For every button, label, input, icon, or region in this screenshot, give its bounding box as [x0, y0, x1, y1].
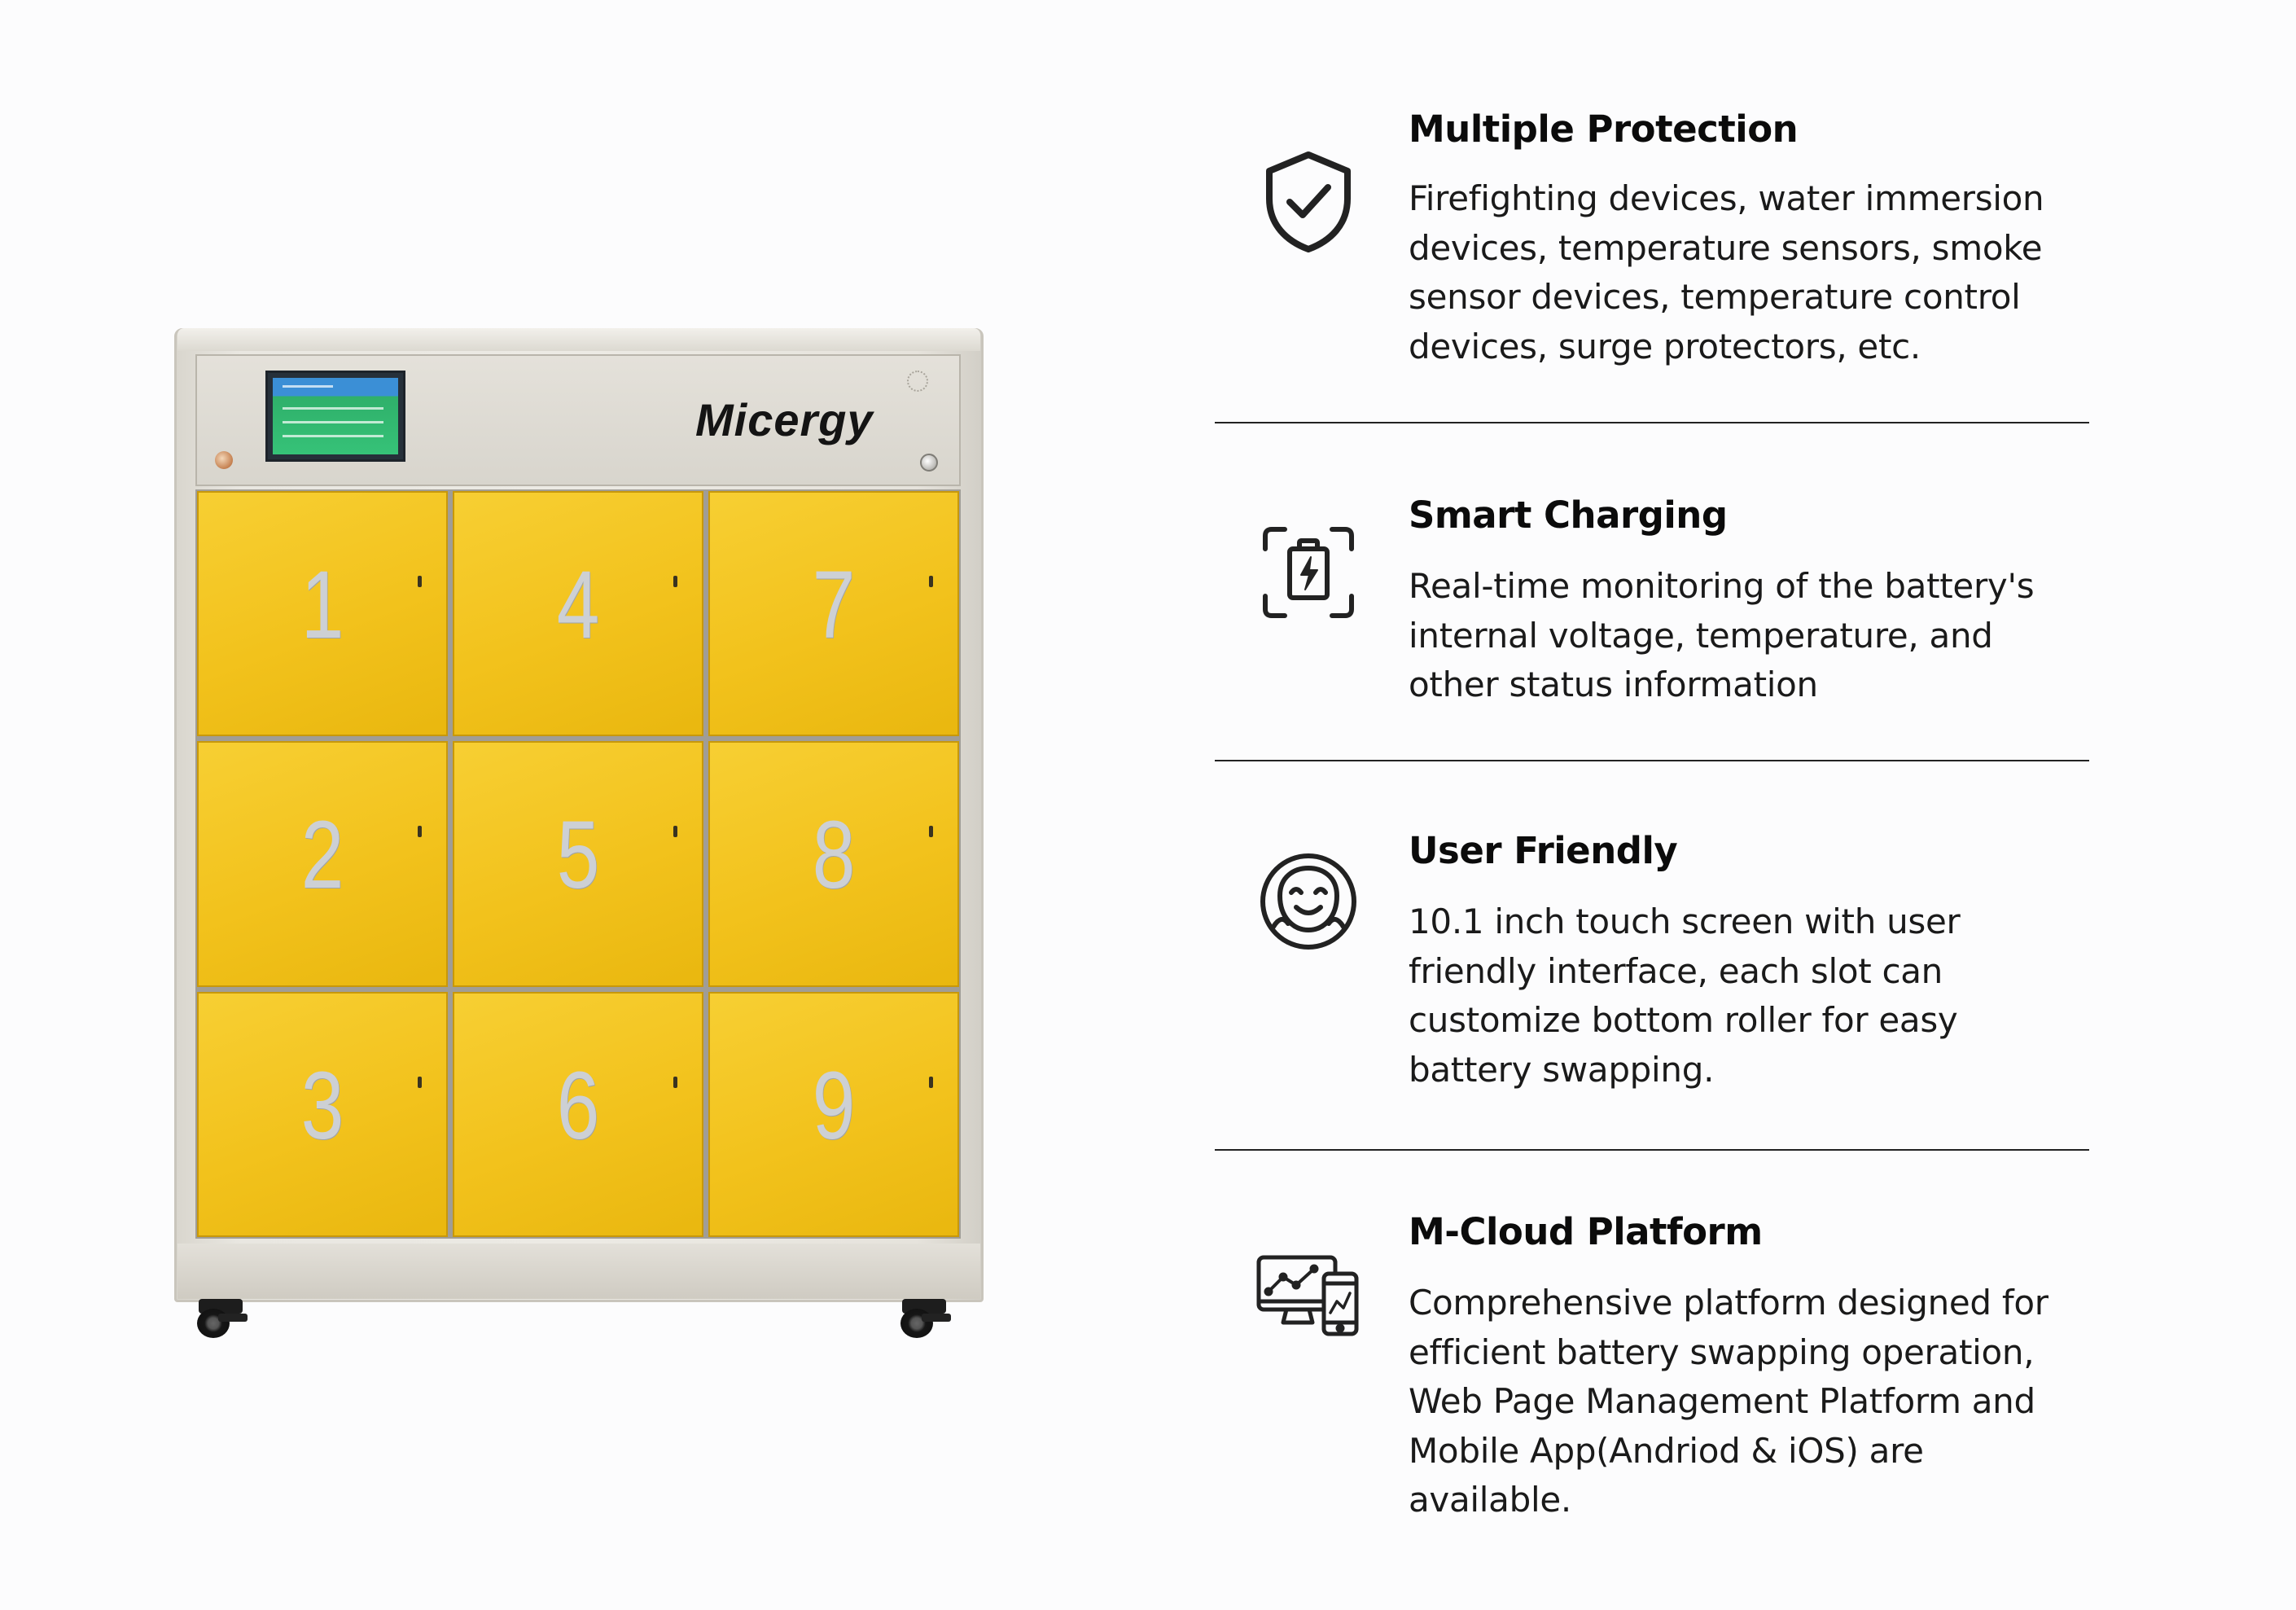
cabinet-top-rim: [177, 328, 980, 351]
slot-number: 8: [812, 801, 856, 910]
battery-swap-cabinet-image: [174, 328, 984, 1343]
feature-multiple-protection: [1215, 98, 2089, 375]
feature-description: 10.1 inch touch screen with user friendly interface, each slot can customize bottom roller for easy battery swapping.: [1409, 902, 1961, 1090]
door-lock-icon: [929, 576, 933, 587]
door-lock-icon: [673, 1077, 677, 1088]
touch-screen: [265, 371, 405, 462]
feature-m-cloud-platform: [1215, 1200, 2089, 1542]
battery-slot-grid: [195, 489, 961, 1239]
caster-wheel-icon: [191, 1299, 251, 1340]
slot-number: 2: [300, 801, 344, 910]
battery-slot-door: [453, 741, 703, 986]
speaker-grille: [907, 371, 928, 392]
door-lock-icon: [673, 826, 677, 837]
touch-screen-display: [273, 378, 398, 454]
battery-charging-icon: [1255, 520, 1361, 625]
caster-wheel-icon: [894, 1299, 954, 1340]
slot-number: 3: [300, 1051, 344, 1160]
feature-title: User Friendly: [1409, 829, 1678, 872]
battery-slot-door: [197, 491, 448, 736]
feature-title: M-Cloud Platform: [1409, 1210, 1763, 1253]
feature-smart-charging: [1215, 484, 2089, 728]
door-lock-icon: [929, 826, 933, 837]
feature-description: Comprehensive platform designed for efficient battery swapping operation, Web Page Management Platform and Mobile App(Andriod & iOS) are available.: [1409, 1283, 2048, 1520]
divider: [1215, 760, 2089, 761]
slot-number: 4: [556, 551, 600, 659]
screen-ui-line: [283, 407, 383, 410]
feature-title: Smart Charging: [1409, 494, 1728, 537]
brand-logo-text: Micergy: [695, 394, 874, 445]
door-lock-icon: [418, 576, 422, 587]
feature-title: Multiple Protection: [1409, 107, 1799, 151]
cabinet-base: [177, 1244, 980, 1299]
smiley-face-icon: [1255, 849, 1361, 954]
slot-number: 7: [812, 551, 856, 659]
divider: [1215, 1149, 2089, 1151]
door-lock-icon: [929, 1077, 933, 1088]
key-switch: [920, 454, 938, 472]
battery-slot-door: [453, 992, 703, 1237]
battery-slot-door: [708, 491, 959, 736]
screen-ui-line: [283, 385, 333, 388]
feature-description: Firefighting devices, water immersion devices, temperature sensors, smoke sensor devices, temperature control devices, surge protectors, etc.: [1409, 178, 2044, 366]
divider: [1215, 422, 2089, 423]
slot-number: 6: [556, 1051, 600, 1160]
battery-slot-door: [708, 741, 959, 986]
slot-number: 1: [300, 551, 344, 659]
monitor-phone-chart-icon: [1255, 1244, 1361, 1350]
battery-slot-door: [197, 992, 448, 1237]
battery-slot-door: [453, 491, 703, 736]
feature-user-friendly: [1215, 819, 2089, 1096]
door-lock-icon: [418, 1077, 422, 1088]
battery-slot-door: [708, 992, 959, 1237]
slot-number: 9: [812, 1051, 856, 1160]
door-lock-icon: [418, 826, 422, 837]
emergency-button: [215, 451, 233, 469]
screen-ui-line: [283, 421, 383, 423]
slot-number: 5: [556, 801, 600, 910]
door-lock-icon: [673, 576, 677, 587]
battery-slot-door: [197, 741, 448, 986]
shield-check-icon: [1255, 148, 1361, 254]
feature-description: Real-time monitoring of the battery's internal voltage, temperature, and other status information: [1409, 566, 2035, 704]
screen-ui-line: [283, 435, 383, 437]
